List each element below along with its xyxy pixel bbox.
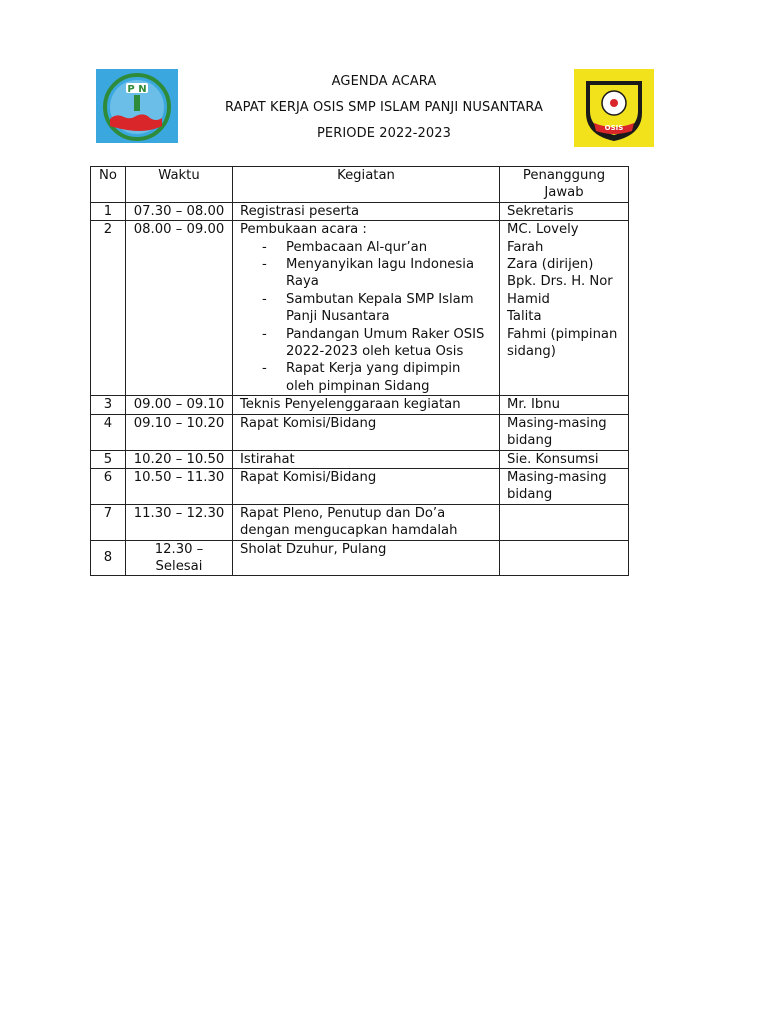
kegiatan-title: Pembukaan acara : — [240, 222, 367, 238]
pj-name: Talita — [507, 309, 542, 325]
row-pj — [500, 202, 629, 220]
table-row — [91, 414, 629, 450]
document-title: AGENDA ACARA — [331, 74, 437, 89]
row-kegiatan: Rapat Komisi/Bidang — [233, 468, 500, 504]
row-kegiatan: Registrasi peserta — [233, 202, 500, 220]
pj-name: MC. Lovely — [507, 222, 579, 238]
table-row — [91, 540, 629, 576]
row-waktu: 10.20 – 10.50 — [126, 450, 233, 468]
list-item: - Pandangan Umum Raker OSIS 2022-2023 oleh ketua Osis — [262, 326, 492, 361]
list-item: - Rapat Kerja yang dipimpin oleh pimpinan Sidang — [262, 360, 492, 395]
row-no: 3 — [91, 396, 126, 414]
row-waktu: 08.00 – 09.00 — [126, 221, 233, 396]
row-pj — [500, 468, 629, 504]
row-kegiatan: Istirahat — [233, 450, 500, 468]
row-kegiatan: Rapat Pleno, Penutup dan Do’a dengan mengucapkan hamdalah — [233, 504, 500, 540]
row-pj — [500, 414, 629, 450]
pj-name: Bpk. Drs. H. Nor Hamid — [507, 274, 613, 307]
sub-list — [240, 239, 492, 396]
pj-name: Masing-masing bidang — [507, 469, 607, 503]
header-no: No — [91, 167, 126, 203]
row-no: 1 — [91, 202, 126, 220]
pj-name: Zara (dirijen) — [507, 257, 594, 273]
table-row — [91, 202, 629, 220]
osis-logo-text: OSIS — [604, 124, 624, 132]
pj-name: Masing-masing bidang — [507, 415, 607, 449]
agenda-table — [90, 166, 629, 576]
row-no: 5 — [91, 450, 126, 468]
list-item: - Pembacaan Al-qur’an — [262, 239, 492, 256]
document-subtitle: RAPAT KERJA OSIS SMP ISLAM PANJI NUSANTARA — [225, 100, 543, 115]
row-pj — [500, 504, 629, 540]
row-waktu: 10.50 – 11.30 — [126, 468, 233, 504]
logo-letters: P N — [127, 84, 147, 95]
pj-name: Fahmi (pimpinan sidang) — [507, 326, 618, 360]
header-waktu: Waktu — [126, 167, 233, 203]
row-kegiatan — [233, 221, 500, 396]
table-row — [91, 468, 629, 504]
pj-name: Sekretaris — [507, 203, 574, 219]
row-pj — [500, 396, 629, 414]
table-header-row — [91, 167, 629, 203]
row-no: 2 — [91, 221, 126, 396]
row-kegiatan: Rapat Komisi/Bidang — [233, 414, 500, 450]
row-waktu: 11.30 – 12.30 — [126, 504, 233, 540]
row-waktu: 09.00 – 09.10 — [126, 396, 233, 414]
row-waktu: 07.30 – 08.00 — [126, 202, 233, 220]
header-penanggung-jawab: Penanggung Jawab — [500, 167, 629, 203]
row-no: 4 — [91, 414, 126, 450]
header-kegiatan: Kegiatan — [233, 167, 500, 203]
osis-logo — [574, 69, 654, 147]
document-period: PERIODE 2022-2023 — [316, 126, 452, 141]
pj-name: Mr. Ibnu — [507, 397, 560, 413]
row-no: 6 — [91, 468, 126, 504]
row-pj — [500, 450, 629, 468]
row-no: 8 — [91, 540, 126, 576]
pj-name: Sie. Konsumsi — [507, 451, 599, 467]
list-item: - Sambutan Kepala SMP Islam Panji Nusantara — [262, 291, 492, 326]
pj-name: Farah — [507, 239, 544, 255]
row-kegiatan: Sholat Dzuhur, Pulang — [233, 540, 500, 576]
row-waktu: 09.10 – 10.20 — [126, 414, 233, 450]
row-kegiatan: Teknis Penyelenggaraan kegiatan — [233, 396, 500, 414]
list-item: - Menyanyikan lagu Indonesia Raya — [262, 256, 492, 291]
row-no: 7 — [91, 504, 126, 540]
row-pj — [500, 540, 629, 576]
table-row — [91, 450, 629, 468]
table-row — [91, 396, 629, 414]
table-row — [91, 504, 629, 540]
row-waktu: 12.30 – Selesai — [126, 540, 233, 576]
table-row — [91, 221, 629, 396]
row-pj — [500, 221, 629, 396]
